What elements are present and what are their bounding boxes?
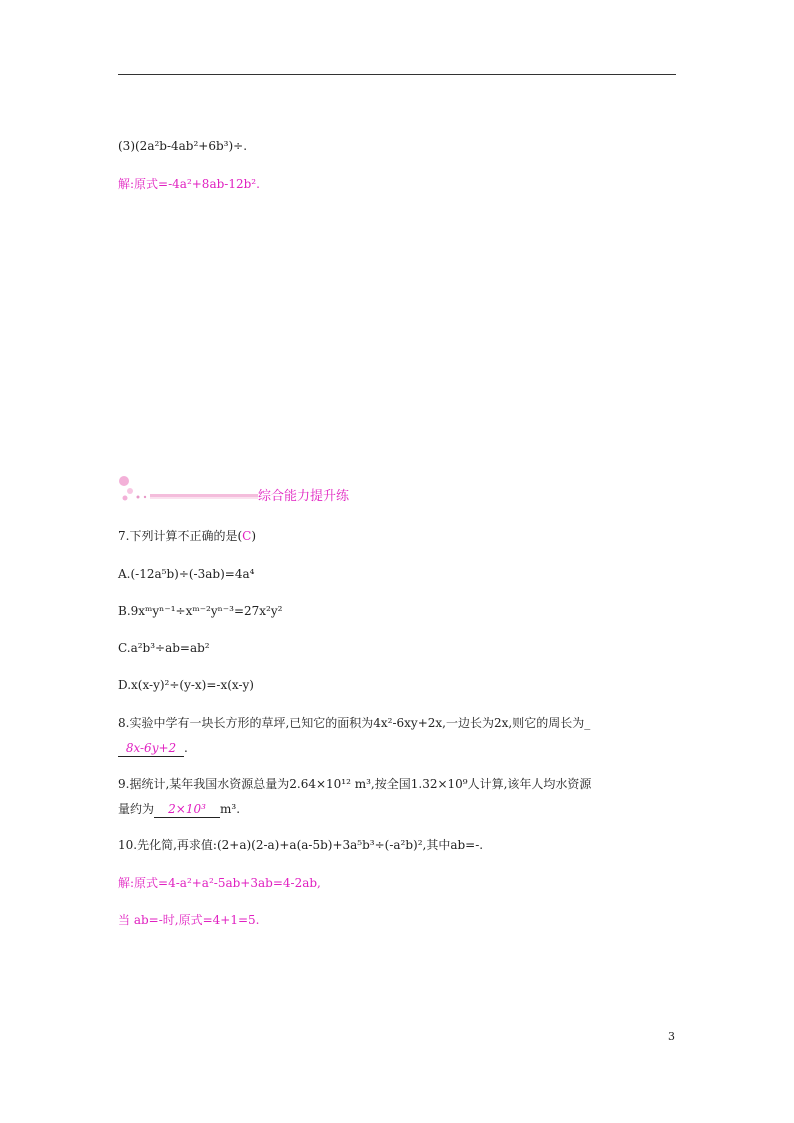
question-7-answer: C [242,529,252,543]
question-9-suffix: m³. [220,802,241,816]
question-9-text: 9.据统计,某年我国水资源总量为2.64×10¹² m³,按全国1.32×10⁹人计算,该年人均水资源 [118,777,592,791]
section-title: 综合能力提升练 [258,489,350,504]
question-10-text: 10.先化简,再求值:(2+a)(2-a)+a(a-5b)+3a⁵b³÷(-a²b)²,其中ab=-. [118,838,484,852]
question-7-option-a: A.(-12a⁵b)÷(-3ab)=4a⁴ [118,567,255,581]
question-9-prefix: 量约为 [118,802,155,816]
question-9-answer-line [118,801,240,818]
question-8-blank: 8x-6y+2 [118,740,184,757]
question-6-3: (3)(2a²b-4ab²+6b³)÷. [118,139,248,153]
question-10-answer-1: 解:原式=4-a²+a²-5ab+3ab=4-2ab, [118,876,321,890]
question-7-close: ) [251,529,257,543]
question-10-answer-2: 当 ab=-时,原式=4+1=5. [118,913,260,927]
question-6-3-answer: 解:原式=-4a²+8ab-12b². [118,177,260,191]
question-7-option-b: B.9xᵐyⁿ⁻¹÷xᵐ⁻²yⁿ⁻³=27x²y² [118,604,283,618]
section-banner [118,474,378,510]
question-7-option-c: C.a²b³÷ab=ab² [118,641,210,655]
question-7-stem [118,528,256,544]
question-7-text: 7.下列计算不正确的是( [118,529,243,543]
page-number: 3 [668,1030,675,1043]
banner-decoration-icon [118,474,258,510]
header-rule [118,74,676,75]
question-8-answer-line [118,740,188,757]
question-7-option-d: D.x(x-y)²÷(y-x)=-x(x-y) [118,678,254,692]
question-8-text: 8.实验中学有一块长方形的草坪,已知它的面积为4x²-6xy+2x,一边长为2x,则它的周长为_ [118,716,591,730]
question-9-blank: 2×10³ [154,801,220,818]
question-8-end: . [184,741,188,755]
